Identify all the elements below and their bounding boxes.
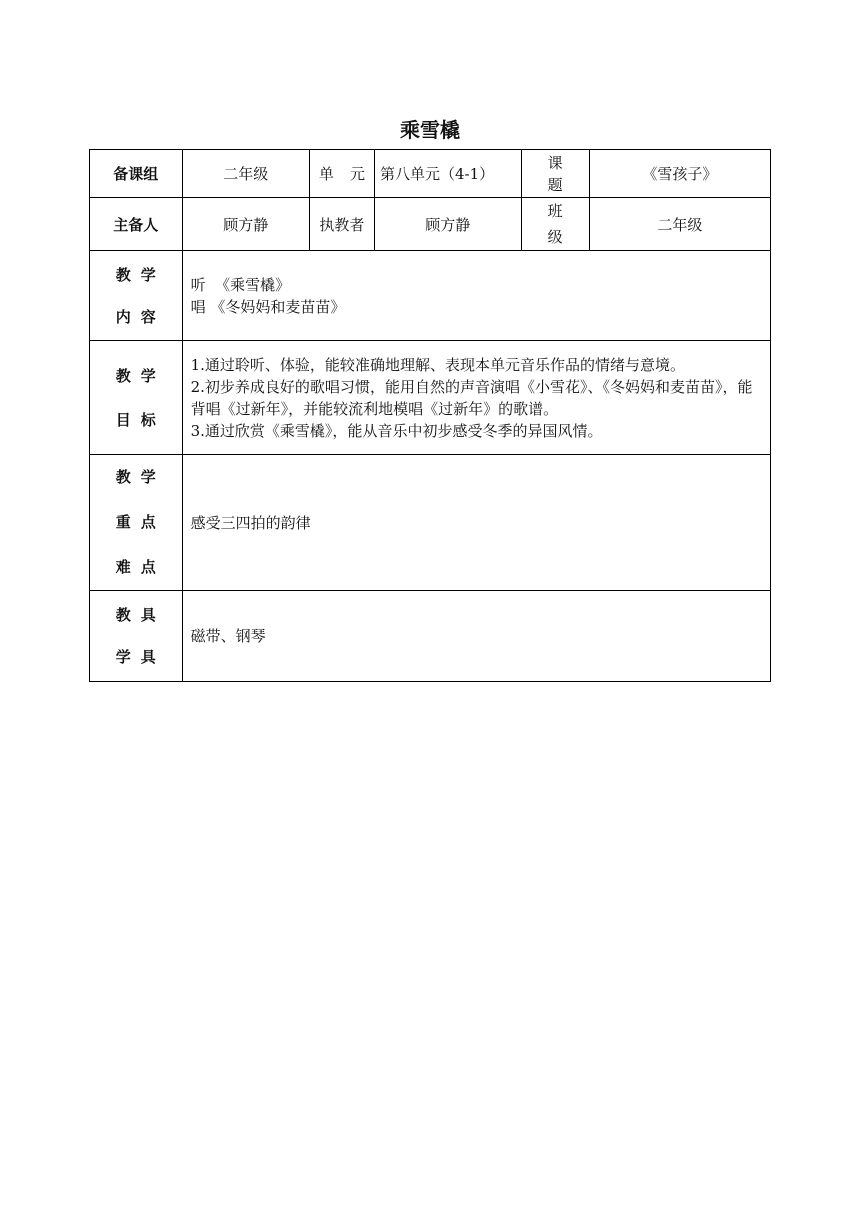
class-label: 班 级 bbox=[521, 198, 589, 251]
goal-item: 2.初步养成良好的歌唱习惯，能用自然的声音演唱《小雪花》、《冬妈妈和麦苗苗》，能背唱《过新年》，并能较流利地模唱《过新年》的歌谱。 bbox=[190, 377, 753, 418]
unit-label: 单元 bbox=[309, 150, 374, 198]
teaching-content-body bbox=[182, 251, 770, 341]
row-teaching-tools bbox=[90, 591, 771, 682]
teaching-tools-body: 磁带、钢琴 bbox=[182, 591, 770, 682]
prep-group-label: 备课组 bbox=[90, 150, 183, 198]
grade-value: 二年级 bbox=[182, 150, 309, 198]
teacher-value: 顾方静 bbox=[375, 198, 522, 251]
lesson-plan-table bbox=[89, 149, 771, 682]
row-teaching-goals bbox=[90, 341, 771, 455]
topic-label: 课 题 bbox=[521, 150, 589, 198]
row-teaching-content bbox=[90, 251, 771, 341]
topic-value: 《雪孩子》 bbox=[589, 150, 770, 198]
goal-item: 1.通过聆听、体验，能较准确地理解、表现本单元音乐作品的情绪与意境。 bbox=[190, 355, 685, 374]
class-value: 二年级 bbox=[589, 198, 770, 251]
teacher-label: 执教者 bbox=[309, 198, 374, 251]
key-points-body: 感受三四拍的韵律 bbox=[182, 455, 770, 591]
unit-value: 第八单元（4-1） bbox=[375, 150, 522, 198]
preparer-value: 顾方静 bbox=[182, 198, 309, 251]
teaching-goals-body bbox=[182, 341, 770, 455]
document-title: 乘雪橇 bbox=[400, 118, 460, 142]
teaching-goals-label: 教学 目标 bbox=[90, 341, 183, 455]
content-line-listen: 听 《乘雪橇》 bbox=[190, 275, 291, 294]
content-line-sing: 唱 《冬妈妈和麦苗苗》 bbox=[190, 297, 346, 316]
teaching-tools-label: 教具 学具 bbox=[90, 591, 183, 682]
preparer-label: 主备人 bbox=[90, 198, 183, 251]
teaching-content-label: 教学 内容 bbox=[90, 251, 183, 341]
row-prep-group bbox=[90, 150, 771, 198]
key-points-label: 教学 重点 难点 bbox=[90, 455, 183, 591]
goal-item: 3.通过欣赏《乘雪橇》，能从音乐中初步感受冬季的异国风情。 bbox=[190, 421, 603, 440]
row-preparer bbox=[90, 198, 771, 251]
row-key-points bbox=[90, 455, 771, 591]
